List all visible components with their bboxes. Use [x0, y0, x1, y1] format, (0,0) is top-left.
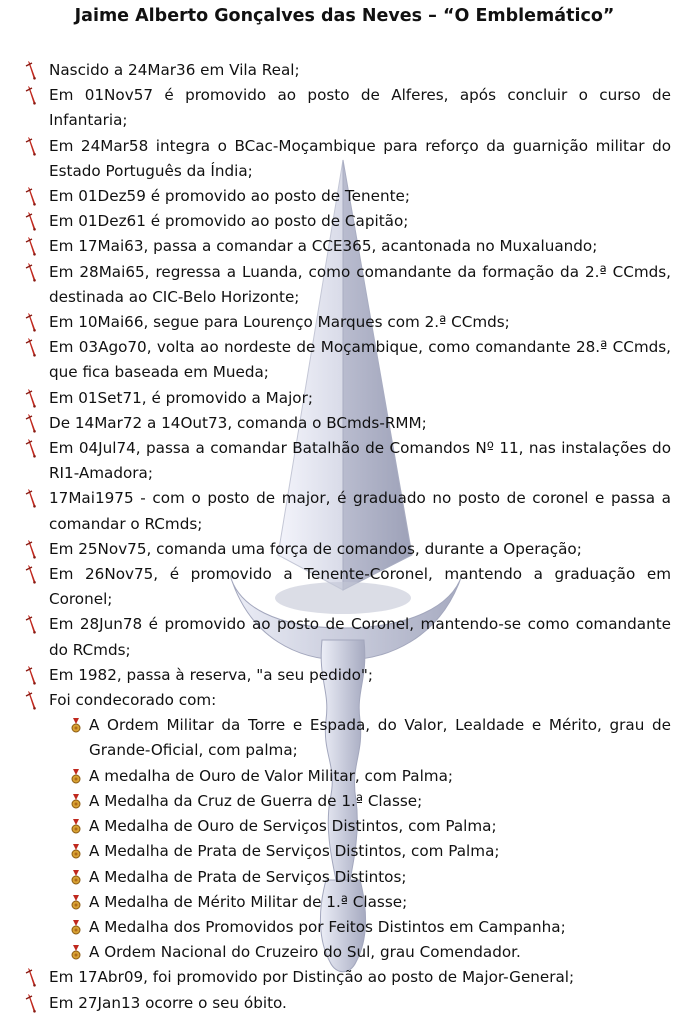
list-item — [24, 562, 671, 612]
list-item — [24, 335, 671, 385]
decoration-item — [69, 839, 671, 864]
list-item-text: Em 17Abr09, foi promovido por Distinção ao posto de Major-General; — [49, 968, 575, 987]
list-item-text: De 14Mar72 a 14Out73, comanda o BCmds-RMM; — [49, 413, 427, 432]
list-item — [24, 486, 671, 536]
list-item — [24, 310, 671, 335]
list-item-text: Em 03Ago70, volta ao nordeste de Moçambique, como comandante 28.ª CCmds, que fica baseada em Mueda; — [49, 338, 671, 382]
list-item-text: Em 27Jan13 ocorre o seu óbito. — [49, 993, 287, 1012]
list-item-text: Em 01Dez59 é promovido ao posto de Tenente; — [49, 187, 410, 206]
list-item-text: Em 01Set71, é promovido a Major; — [49, 388, 313, 407]
list-item-text: Em 10Mai66, segue para Lourenço Marques com 2.ª CCmds; — [49, 313, 510, 332]
decorations-list — [49, 713, 671, 965]
decoration-text: A Medalha da Cruz de Guerra de 1.ª Classe; — [89, 791, 423, 810]
list-item-text: Em 28Jun78 é promovido ao posto de Coronel, mantendo-se como comandante do RCmds; — [49, 615, 671, 659]
decoration-text: A Ordem Militar da Torre e Espada, do Valor, Lealdade e Mérito, grau de Grande-Oficial, com palma; — [89, 716, 671, 760]
list-item-text: Em 28Mai65, regressa a Luanda, como comandante da formação da 2.ª CCmds, destinada ao CIC-Belo Horizonte; — [49, 262, 671, 306]
list-item — [24, 411, 671, 436]
list-item — [24, 386, 671, 411]
list-item — [24, 991, 671, 1016]
list-item — [24, 234, 671, 259]
list-item — [24, 436, 671, 486]
list-item-text: Foi condecorado com: — [49, 691, 217, 710]
list-item — [24, 83, 671, 133]
list-item-text: 17Mai1975 - com o posto de major, é graduado no posto de coronel e passa a comandar o RCmds; — [49, 489, 671, 533]
decoration-item — [69, 814, 671, 839]
list-item — [24, 965, 671, 990]
decoration-text: A Medalha de Mérito Militar de 1.ª Classe; — [89, 892, 408, 911]
decoration-item — [69, 789, 671, 814]
decoration-item — [69, 865, 671, 890]
list-item — [24, 537, 671, 562]
page-title: Jaime Alberto Gonçalves das Neves – “O Emblemático” — [74, 6, 615, 26]
list-item — [24, 58, 671, 83]
list-item — [24, 134, 671, 184]
biography-list — [24, 58, 671, 1016]
decoration-item — [69, 890, 671, 915]
decoration-text: A Medalha dos Promovidos por Feitos Distintos em Campanha; — [89, 917, 566, 936]
decoration-text: A medalha de Ouro de Valor Militar, com Palma; — [89, 766, 454, 785]
list-item — [24, 184, 671, 209]
list-item-text: Em 25Nov75, comanda uma força de comandos, durante a Operação; — [49, 539, 582, 558]
decoration-item — [69, 713, 671, 763]
list-item-text: Em 01Dez61 é promovido ao posto de Capitão; — [49, 212, 409, 231]
list-item-text: Em 01Nov57 é promovido ao posto de Alferes, após concluir o curso de Infantaria; — [49, 86, 671, 130]
list-item-text: Nascido a 24Mar36 em Vila Real; — [49, 61, 300, 79]
decoration-item — [69, 940, 671, 965]
list-item — [24, 209, 671, 234]
decoration-text: A Ordem Nacional do Cruzeiro do Sul, grau Comendador. — [89, 943, 521, 962]
decoration-text: A Medalha de Prata de Serviços Distintos; — [89, 867, 407, 886]
list-item-text: Em 1982, passa à reserva, "a seu pedido"; — [49, 665, 373, 684]
list-item-text: Em 26Nov75, é promovido a Tenente-Coronel, mantendo a graduação em Coronel; — [49, 565, 671, 609]
list-item-text: Em 04Jul74, passa a comandar Batalhão de Comandos Nº 11, nas instalações do RI1-Amadora; — [49, 439, 671, 483]
decoration-text: A Medalha de Prata de Serviços Distintos, com Palma; — [89, 842, 500, 861]
list-item — [24, 612, 671, 662]
decoration-text: A Medalha de Ouro de Serviços Distintos, com Palma; — [89, 817, 497, 836]
list-item — [24, 260, 671, 310]
list-item-text: Em 17Mai63, passa a comandar a CCE365, acantonada no Muxaluando; — [49, 237, 598, 256]
decoration-item — [69, 764, 671, 789]
list-item-text: Em 24Mar58 integra o BCac-Moçambique para reforço da guarnição militar do Estado Português da Índia; — [49, 136, 671, 180]
decoration-item — [69, 915, 671, 940]
list-item — [24, 663, 671, 688]
list-item — [24, 688, 671, 965]
